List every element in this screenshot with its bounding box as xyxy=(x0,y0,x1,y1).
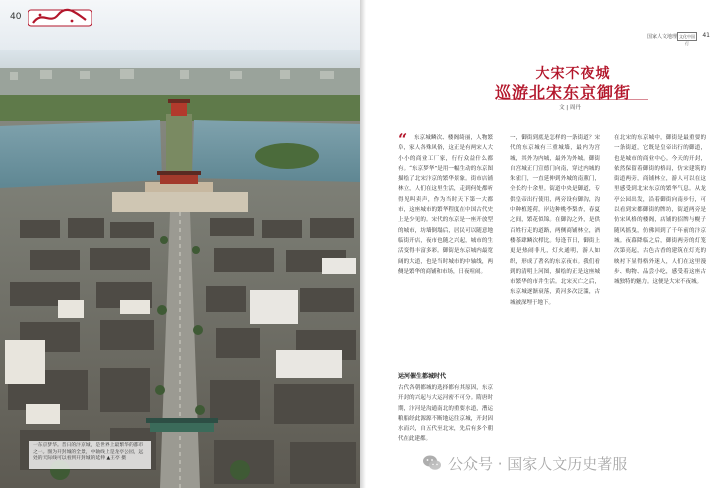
right-page-number: 41 xyxy=(702,32,710,39)
running-head: 国家人文地理 xyxy=(646,34,677,40)
column-3-text: 在北宋的东京城中，御街是最重要的一条街道，它既是皇帝出行的御道，也是城市的商业中心。今天的开封，依然保留着御街的格局，仿宋建筑的街道两旁，商铺林立，游人可以在这里感受到北宋东京的繁华气息。从龙亭公园出发，沿着御街向南步行，可以看到宋都御街的牌坊，街道两旁是仿宋风格的楼阁，店铺的招牌与幌子随风摇曳，仿佛回到了千年前的汴京城。夜幕降临之后，御街两旁的灯笼次第亮起，古色古香的建筑在灯光的映衬下显得格外迷人，人们在这里漫步、购物、品尝小吃，感受着这座古城独特的魅力。这便是大宋不夜城。 xyxy=(614,135,706,286)
body-column-2 xyxy=(510,133,600,453)
article-title: 大宋不夜城 xyxy=(535,66,611,82)
left-page-number: 40 xyxy=(10,12,22,22)
running-badge: 文化中国行 xyxy=(679,34,695,46)
watermark-text: 公众号 · 国家人文历史著服 xyxy=(448,454,628,473)
body-column-1 xyxy=(398,130,493,365)
photo-caption: 一东京梦华。昔日的汴京城，是世界上最繁华的都市之一。图为开封城的全景，中轴线上是龙亭公园，远处的天际线可以看到开封城的延伸 ▲王亭 摄 xyxy=(29,441,151,469)
column-2-text: 一，御街到底是怎样的一条街道？宋代的东京城有三重城墙，最内为宫城，其外为内城，最外为外城。御街自宫城正门宣德门向南，穿过内城的朱雀门，一直延伸到外城的南薰门，全长约十余里。街道中央是御道，专供皇帝出行使用，两旁设有御沟，沟中种植莲荷，岸边种桃李梨杏，春夏之间，繁花似锦。在御沟之外，是供百姓行走的道路，两侧商铺林立，酒楼茶肆鳞次栉比。每逢节日，御街上更是热闹非凡，灯火通明，游人如织，形成了著名的东京夜市。我们看到的清明上河图，描绘的正是这座城市繁华的市井生活。北宋灭亡之后，东京城逐渐衰落，黄河多次泛滥，古城被深埋于地下。 xyxy=(510,135,600,306)
section-heading: 运河催生都城时代 xyxy=(398,373,447,380)
column-1-text: 东京城鳞次、楼阁绮丽，人物繁阜，家人各殊风俗，这正是有两宋人大小小的商业工厂家，行行众益什么都有。“东京梦华”是用一幅生动的东京图描绘了北宋汴京的繁华景象。街市店铺林立，人们在这里生活，走到何处都听得见叫卖声，作为当时天下第一大都市，这座城市的繁华程度在中国古代史上是少见的。宋代的东京是一座开放型的城市，坊墙倒塌后，居民可以随意地临街开店，夜市也随之兴起，城市的生活变得丰富多彩。御街是东京城内最宽阔的大道，也是当时城市的中轴线，两侧是繁华的商铺和市场，日夜喧闹。 xyxy=(398,135,493,275)
masthead-logo xyxy=(28,7,92,29)
page-gutter-shadow xyxy=(360,0,366,488)
article-subtitle: 巡游北宋东京御街 xyxy=(494,83,631,102)
watermark xyxy=(422,452,722,474)
open-quote-icon: “ xyxy=(398,130,408,149)
left-page xyxy=(0,0,360,488)
wechat-icon xyxy=(422,454,442,472)
column-1-lower-text: 古代各朝都城的选择都有其原因，东京开封的兴起与大运河密不可分。隋唐时期，汴河是沟通南北的重要水道，漕运粮船经此源源不断地运往京城，开封因水而兴，自五代至北宋，先后有多个朝代在此建都。 xyxy=(398,385,493,443)
body-column-3 xyxy=(614,133,706,453)
article-author: 文 | 周丹 xyxy=(559,105,581,111)
aerial-city-photo xyxy=(0,50,360,488)
